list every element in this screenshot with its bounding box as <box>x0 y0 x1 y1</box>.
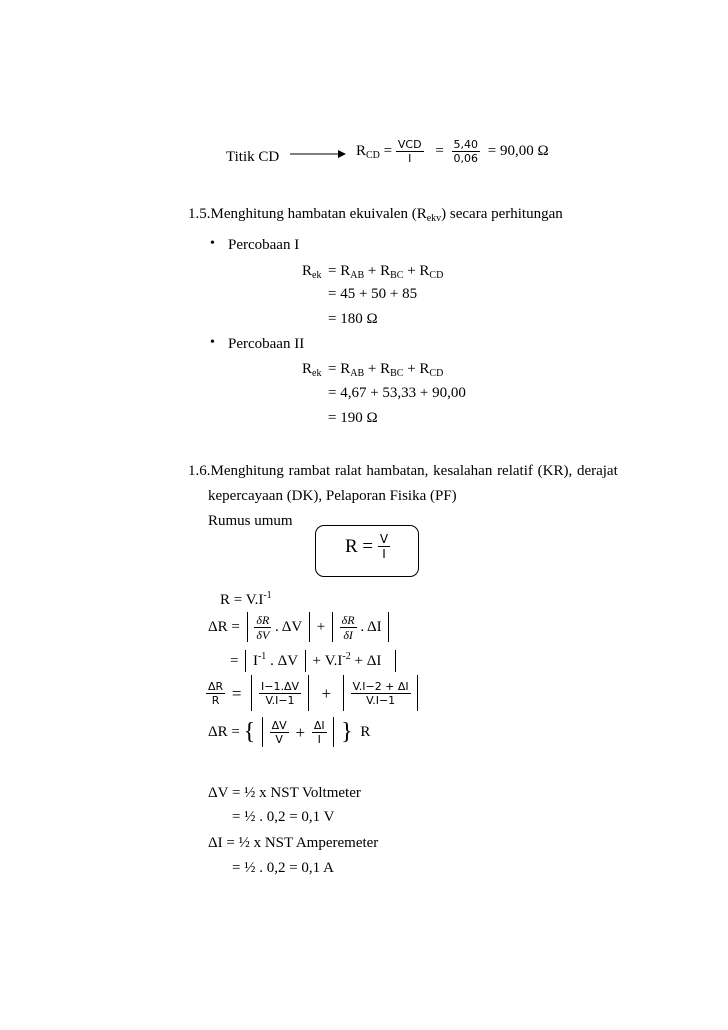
arrow-right-icon <box>290 148 346 160</box>
percobaan-2-lhs: $R_{ek}$ <box>302 361 322 379</box>
delta-i-line2: = ½ . 0,2 = 0,1 A <box>232 860 334 876</box>
percobaan-1-line1: = $R_{AB} + R_{BC} + R_{CD}$ <box>328 263 444 281</box>
fraction-vcd-i: $\frac{\text{VCD}}{I}$ <box>397 138 422 165</box>
equation-delta-r: ΔR = $\frac{\delta R}{\delta V}$ . ΔV + $\frac{\delta R}{\delta I}$ . ΔI <box>208 612 392 642</box>
fraction-540-006: $\frac{5,40}{0,06}$ <box>453 138 479 165</box>
delta-v-line1: ΔV = ½ x NST Voltmeter <box>208 785 361 801</box>
percobaan-2-line1: = $R_{AB} + R_{BC} + R_{CD}$ <box>328 361 444 379</box>
equation-r-vi: $R = V.I^{-1}$ <box>220 590 272 608</box>
delta-i-line1: ΔI = ½ x NST Amperemeter <box>208 835 379 851</box>
percobaan-1-label: Percobaan I <box>228 237 300 253</box>
equation-delta-r-final: ΔR = { $\frac{\Delta V}{V}$ + $\frac{\Delta I}{I}$ } R <box>208 718 371 746</box>
titik-cd-equation: $R_{CD}$ = $\frac{\text{VCD}}{I}$ = $\frac{5,40}{0,06}$ = 90,00 Ω <box>356 138 549 165</box>
percobaan-1-lhs: $R_{ek}$ <box>302 263 322 281</box>
section-1-5-heading: 1.5.Menghitung hambatan ekuivalen $(R_{ekv})$ secara perhitungan <box>188 206 563 224</box>
delta-v-line2: = ½ . 0,2 = 0,1 V <box>232 809 335 825</box>
equation-relative-error: $\frac{\Delta R}{R}$ = $\frac{I-1.\Delta V}{V.I-1}$ + $\frac{V.I-2 + \Delta I}{V.I-1}$ <box>206 675 421 711</box>
formula-box-content: R = $\frac{V}{I}$ <box>345 532 389 561</box>
section-1-6-heading-line2: kepercayaan (DK), Pelaporan Fisika (PF) <box>208 488 457 504</box>
percobaan-2-line3: = 190 Ω <box>328 410 378 426</box>
equation-delta-r-expanded: = $I^{-1}$ . $\Delta V + V.I^{-2} + \Delta I$ <box>230 650 399 672</box>
titik-cd-label: Titik CD <box>226 149 280 165</box>
percobaan-1-line3: = 180 Ω <box>328 311 378 327</box>
bullet-icon: • <box>210 335 215 350</box>
section-1-6-heading-line1: 1.6.Menghitung rambat ralat hambatan, kesalahan relatif (KR), derajat <box>188 463 618 479</box>
percobaan-2-label: Percobaan II <box>228 336 305 352</box>
percobaan-1-line2: = 45 + 50 + 85 <box>328 286 418 302</box>
rumus-umum-label: Rumus umum <box>208 513 293 529</box>
percobaan-2-line2: = 4,67 + 53,33 + 90,00 <box>328 385 466 401</box>
bullet-icon: • <box>210 236 215 251</box>
